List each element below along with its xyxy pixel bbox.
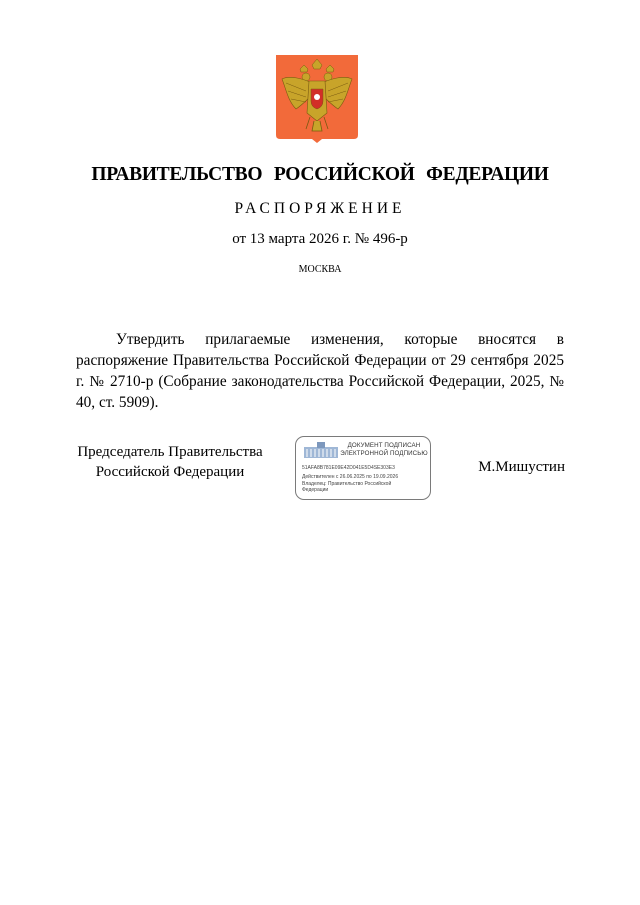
document-date-number: от 13 марта 2026 г. № 496-р (232, 231, 408, 247)
stamp-heading (340, 442, 428, 458)
stamp-owner-line1: Владелец: Правительство Российской (302, 481, 392, 487)
electronic-signature-stamp (295, 436, 431, 500)
stamp-heading-line1: ДОКУМЕНТ ПОДПИСАН (347, 442, 421, 449)
government-building-icon (303, 441, 339, 459)
government-title: ПРАВИТЕЛЬСТВО РОССИЙСКОЙ ФЕДЕРАЦИИ (91, 164, 549, 185)
document-city: МОСКВА (298, 264, 342, 275)
document-type: РАСПОРЯЖЕНИЕ (234, 200, 406, 217)
order-paragraph: Утвердить прилагаемые изменения, которые вносятся в распоряжение Правительства Российской Федерации от 29 сентября 2025 г. № 2710-р (Собрание законодательства Российской Федерации, 2025, № 40, ст. 5909). (76, 331, 564, 411)
stamp-heading-line2: ЭЛЕКТРОННОЙ ПОДПИСЬЮ (340, 450, 428, 457)
signer-position (70, 443, 270, 482)
signer-position-line2: Российской Федерации (95, 463, 245, 480)
stamp-owner-line2: Федерации (302, 487, 329, 493)
signer-position-line1: Председатель Правительства (77, 444, 263, 460)
stamp-validity: Действителен с 26.06.2025 по 19.09.2026 (302, 474, 399, 480)
coat-of-arms-emblem (276, 55, 358, 143)
stamp-certificate: 51AFA8B781E09E42D041E5D4SE303E3 (302, 465, 395, 471)
signer-name: М.Мишустин (478, 459, 565, 475)
